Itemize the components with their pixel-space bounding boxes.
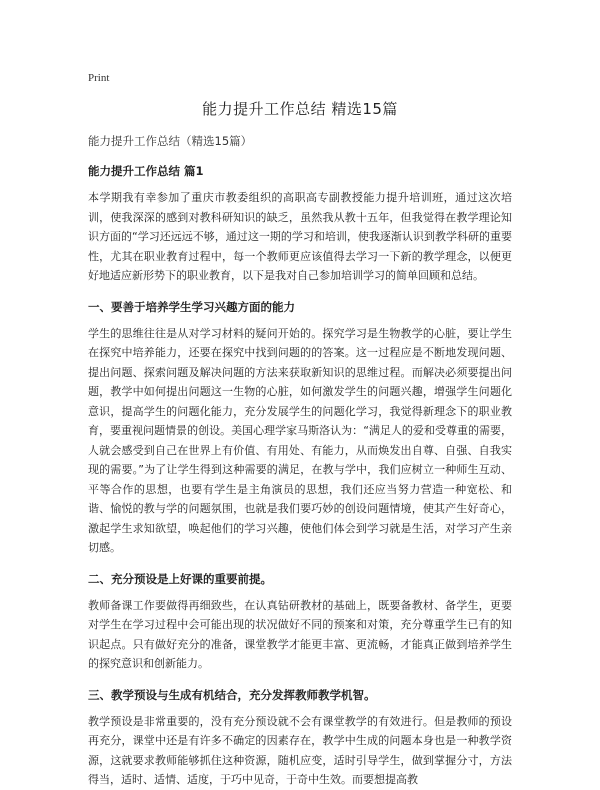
print-link[interactable]: Print bbox=[88, 72, 110, 84]
subsection-body-1: 学生的思维往往是从对学习材料的疑问开始的。探究学习是生物教学的心脏，要让学生在探究中培养能力，还要在探究中找到问题的的答案。这一过程应是不断地发现问题、提出问题、探索问题及解决问题的方法来获取新知识的思维过程。而解决必须要提出问题，教学中如何提出问题这一生物的心脏，如何激发学生的问题兴趣，增强学生问题化意识，提高学生的问题化能力，充分发展学生的问题化学习，我觉得新理念下的职业教育，要重视问题情景的创设。美国心理学家马斯洛认为：“满足人的爱和受尊重的需要，人就会感受到自己在世界上有价值、有用处、有能力，从而焕发出自尊、自强、自我实现的需要。”为了让学生得到这种需要的满足，在教与学中，我们应树立一种师生互动、平等合作的思想，也要有学生是主角演员的思想，我们还应当努力营造一种宽松、和谐、愉悦的教与学的问题氛围，也就是我们要巧妙的创设问题情境，使其产生好奇心，激起学生求知欲望，唤起他们的学习兴趣，使他们体会到学习就是生活，对学习产生亲切感。 bbox=[88, 326, 512, 554]
document-title: 能力提升工作总结 精选15篇 bbox=[202, 100, 398, 118]
subsection-body-2: 教师备课工作要做得再细致些，在认真钻研教材的基础上，既要备教材、备学生，更要对学生在学习过程中会可能出现的状况做好不同的预案和对策，充分尊重学生已有的知识起点。只有做好充分的准备，课堂教学才能更丰富、更流畅，才能真正做到培养学生的探究意识和创新能力。 bbox=[88, 598, 512, 670]
subsection-heading-3: 三、教学预设与生成有机结合，充分发挥教师教学机智。 bbox=[88, 687, 376, 702]
subsection-heading-1: 一、要善于培养学生学习兴趣方面的能力 bbox=[88, 299, 295, 314]
subsection-heading-2: 二、充分预设是上好课的重要前提。 bbox=[88, 571, 272, 586]
section-heading: 能力提升工作总结 篇1 bbox=[88, 164, 204, 178]
document-subtitle: 能力提升工作总结（精选15篇） bbox=[88, 134, 253, 148]
subsection-body-3: 教学预设是非常重要的，没有充分预设就不会有课堂教学的有效进行。但是教师的预设再充分，课堂中还是有许多不确定的因素存在，教学中生成的问题本身也是一种教学资源，这就要求教师能够抓住这种资源，随机应变，适时引导学生，做到掌握分寸，方法得当，适时、适情、适度，于巧中见奇，于奇中生效。而要想提高教 bbox=[88, 714, 512, 786]
intro-paragraph: 本学期我有幸参加了重庆市教委组织的高职高专副教授能力提升培训班，通过这次培训，使我深深的感到对教科研知识的缺乏，虽然我从教十五年，但我觉得在教学理论知识方面的“学习还远远不够，通过这一期的学习和培训，使我逐渐认识到教学科研的重要性，尤其在职业教育过程中，每一个教师更应该值得去学习一下新的教学理念，以便更好地适应新形势下的职业教育，以下是我对自己参加培训学习的简单回顾和总结。 bbox=[88, 191, 512, 282]
